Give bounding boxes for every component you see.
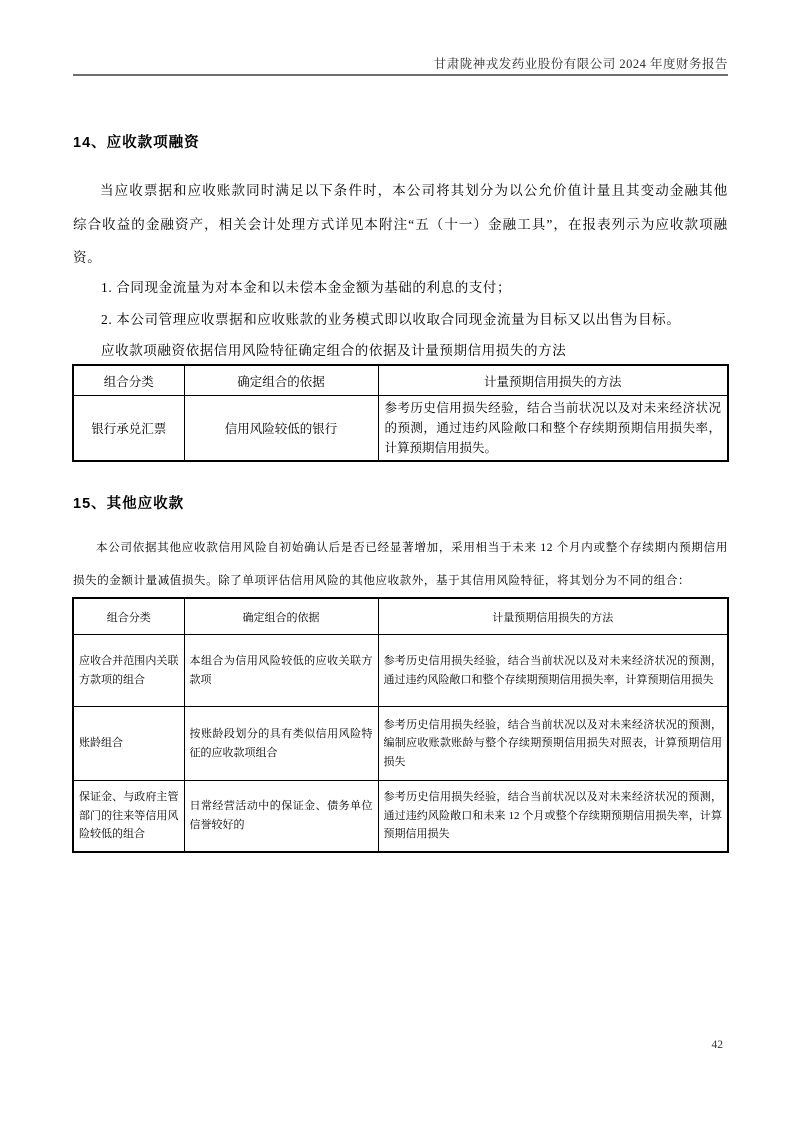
page-header <box>73 56 728 76</box>
table-header-row <box>73 598 728 635</box>
section-15-paragraph: 本公司依据其他应收款信用风险自初始确认后是否已经显著增加，采用相当于未来 12 个月内或整个存续期内预期信用损失的金额计量减值损失。除了单项评估信用风险的其他应收款外，基于其信用风险特征，将其划分为不同的组合： <box>73 542 728 587</box>
section-14-paragraph: 当应收票据和应收账款同时满足以下条件时，本公司将其划分为以公允价值计量且其变动金融其他综合收益的金融资产，相关会计处理方式详见本附注“五（十一）金融工具”，在报表列示为应收款项融资。 <box>73 183 728 265</box>
cell-portfolio-category: 应收合并范围内关联方款项的组合 <box>73 635 184 707</box>
table-header-row <box>73 365 728 396</box>
cell-ecl-method: 参考历史信用损失经验，结合当前状况以及对未来经济状况的预测，通过违约风险敞口和整个存续期预期信用损失率，计算预期信用损失 <box>378 635 728 707</box>
table-row-aging <box>73 707 728 781</box>
section-15-heading: 15、其他应收款 <box>73 496 185 512</box>
cell-portfolio-basis: 日常经营活动中的保证金、债务单位信誉较好的 <box>184 781 378 852</box>
cell-portfolio-basis: 信用风险较低的银行 <box>184 396 378 462</box>
header-cell-portfolio-basis: 确定组合的依据 <box>184 365 378 396</box>
list-item-condition-2: 2. 本公司管理应收票据和应收账款的业务模式即以收取合同现金流量为目标又以出售为目标。 <box>101 311 681 327</box>
list-item-condition-1: 1. 合同现金流量为对本金和以未偿本金金额为基础的利息的支付； <box>101 280 512 295</box>
cell-ecl-method: 参考历史信用损失经验，结合当前状况以及对未来经济状况的预测，通过违约风险敞口和整个存续期预期信用损失率，计算预期信用损失。 <box>378 396 728 462</box>
table-row-bank-acceptance <box>73 396 728 462</box>
table-row-related-party <box>73 635 728 707</box>
header-cell-portfolio-basis: 确定组合的依据 <box>184 598 378 635</box>
cell-ecl-method: 参考历史信用损失经验，结合当前状况以及对未来经济状况的预测，编制应收账款账龄与整个存续期预期信用损失对照表，计算预期信用损失 <box>378 707 728 781</box>
section-14-list <box>73 272 728 367</box>
cell-portfolio-basis: 按账龄段划分的具有类似信用风险特征的应收款项组合 <box>184 707 378 781</box>
cell-portfolio-category: 账龄组合 <box>73 707 184 781</box>
report-title: 甘肃陇神戎发药业股份有限公司 2024 年度财务报告 <box>433 57 728 71</box>
receivables-financing-table <box>72 364 729 462</box>
page-number: 42 <box>711 1039 723 1051</box>
header-cell-ecl-method: 计量预期信用损失的方法 <box>378 598 728 635</box>
header-cell-ecl-method: 计量预期信用损失的方法 <box>378 365 728 396</box>
cell-portfolio-basis: 本组合为信用风险较低的应收关联方款项 <box>184 635 378 707</box>
other-receivables-table <box>72 597 729 853</box>
section-14-heading: 14、应收款项融资 <box>73 135 200 151</box>
cell-portfolio-category: 保证金、与政府主管部门的往来等信用风险较低的组合 <box>73 781 184 852</box>
cell-ecl-method: 参考历史信用损失经验，结合当前状况以及对未来经济状况的预测，通过违约风险敞口和未来 12 个月或整个存续期预期信用损失率，计算预期信用损失 <box>378 781 728 852</box>
table-row-deposits-government <box>73 781 728 852</box>
cell-portfolio-category: 银行承兑汇票 <box>73 396 184 462</box>
table-lead-in-text: 应收款项融资依据信用风险特征确定组合的依据及计量预期信用损失的方法 <box>101 343 567 358</box>
header-cell-portfolio-category: 组合分类 <box>73 598 184 635</box>
header-cell-portfolio-category: 组合分类 <box>73 365 184 396</box>
